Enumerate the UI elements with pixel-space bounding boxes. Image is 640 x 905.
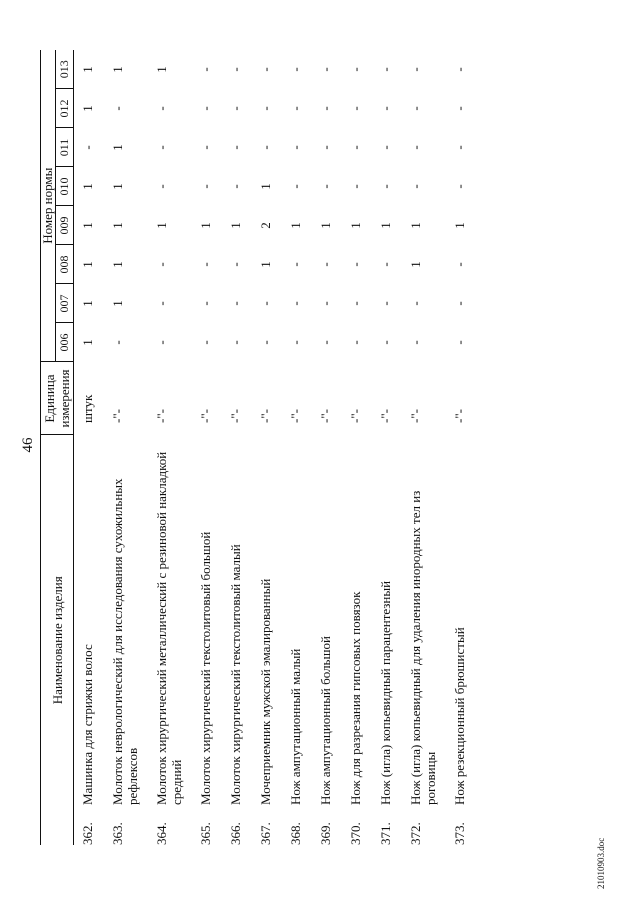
- table-row: [282, 50, 312, 845]
- header-norm-010: 010: [56, 167, 74, 206]
- norm-value: -: [317, 67, 333, 72]
- norm-value: -: [153, 340, 169, 345]
- norm-value: 1: [197, 222, 213, 229]
- item-unit: -"-: [347, 409, 363, 423]
- table-row: [74, 50, 104, 845]
- norm-value: 1: [80, 300, 95, 307]
- norm-value: -: [347, 262, 363, 267]
- norm-value: 1: [257, 261, 273, 268]
- item-number: 373.: [451, 822, 467, 845]
- norm-value: -: [153, 301, 169, 306]
- item-number: 363.: [109, 822, 125, 845]
- item-name: Нож резекционный брюшистый: [451, 627, 467, 805]
- norm-value: -: [287, 340, 303, 345]
- item-cell: [446, 435, 476, 845]
- item-number: 369.: [317, 822, 333, 845]
- header-unit-line2: измерения: [57, 369, 72, 428]
- item-name: Нож (игла) копьевидный для удаления инородных тел из роговицы: [407, 490, 438, 805]
- item-unit: -"-: [451, 409, 467, 423]
- norm-value: 1: [80, 222, 95, 229]
- norm-value: -: [407, 301, 423, 306]
- item-number: 367.: [257, 822, 273, 845]
- norm-value: -: [227, 262, 243, 267]
- norm-value: -: [377, 106, 393, 111]
- norm-value: 1: [109, 144, 125, 151]
- item-cell: [372, 435, 402, 845]
- norm-value: -: [153, 106, 169, 111]
- norm-value: -: [227, 184, 243, 189]
- header-norm-013: 013: [56, 50, 74, 89]
- norm-value: -: [451, 106, 467, 111]
- norm-value: 1: [109, 183, 125, 190]
- norm-value: 1: [80, 339, 95, 346]
- norm-value: 1: [451, 222, 467, 229]
- norm-value: -: [227, 67, 243, 72]
- item-unit: -"-: [257, 409, 273, 423]
- norm-value: -: [377, 301, 393, 306]
- table-row: [446, 50, 476, 845]
- norm-value: 1: [109, 66, 125, 73]
- header-norm-006: 006: [56, 323, 74, 362]
- item-number: 362.: [80, 822, 95, 845]
- norm-value: -: [257, 301, 273, 306]
- norm-value: -: [197, 340, 213, 345]
- item-name: Молоток неврологический для исследования сухожильных рефлексов: [109, 478, 140, 805]
- item-cell: [104, 435, 148, 845]
- item-name: Молоток хирургический металлический с резиновой накладкой средний: [153, 451, 184, 805]
- norm-value: -: [153, 262, 169, 267]
- norm-value: -: [377, 145, 393, 150]
- norm-value: 1: [317, 222, 333, 229]
- item-cell: [222, 435, 252, 845]
- item-cell: [312, 435, 342, 845]
- norm-value: 1: [407, 261, 423, 268]
- norm-value: -: [153, 184, 169, 189]
- footer-filename: 21010903.doc: [596, 837, 606, 889]
- item-number: 368.: [287, 822, 303, 845]
- norm-value: -: [451, 145, 467, 150]
- norm-value: 1: [377, 222, 393, 229]
- item-cell: [74, 435, 104, 845]
- item-name: Нож ампутационный малый: [287, 648, 303, 805]
- norm-value: 1: [80, 66, 95, 73]
- header-norm-group: Номер нормы: [41, 50, 56, 362]
- norm-value: 2: [257, 222, 273, 229]
- table-row: [402, 50, 446, 845]
- norm-value: -: [197, 301, 213, 306]
- norm-value: -: [347, 184, 363, 189]
- item-cell: [252, 435, 282, 845]
- item-unit: -"-: [377, 409, 393, 423]
- item-number: 364.: [153, 822, 169, 845]
- norm-value: -: [317, 262, 333, 267]
- header-norm-011: 011: [56, 128, 74, 167]
- item-unit: -"-: [287, 409, 303, 423]
- item-name: Нож (игла) копьевидный парацентезный: [377, 580, 393, 805]
- norm-value: -: [407, 67, 423, 72]
- item-unit: штук: [80, 394, 95, 423]
- norm-value: 1: [287, 222, 303, 229]
- item-unit: -"-: [227, 409, 243, 423]
- norm-value: -: [347, 106, 363, 111]
- norm-value: -: [287, 184, 303, 189]
- item-unit: -"-: [109, 409, 125, 423]
- equipment-table: [40, 50, 476, 845]
- norm-value: 1: [109, 222, 125, 229]
- header-norm-007: 007: [56, 284, 74, 323]
- norm-value: -: [287, 145, 303, 150]
- norm-value: -: [109, 106, 125, 111]
- norm-value: -: [227, 340, 243, 345]
- page-number: 46: [20, 437, 36, 453]
- item-unit: -"-: [197, 409, 213, 423]
- norm-value: -: [197, 262, 213, 267]
- item-number: 370.: [347, 822, 363, 845]
- norm-value: -: [197, 106, 213, 111]
- header-norm-008: 008: [56, 245, 74, 284]
- norm-value: -: [347, 145, 363, 150]
- item-name: Мочеприемник мужской эмалированный: [257, 578, 273, 805]
- norm-value: -: [287, 301, 303, 306]
- norm-value: 1: [227, 222, 243, 229]
- norm-value: -: [287, 262, 303, 267]
- table-row: [252, 50, 282, 845]
- item-number: 366.: [227, 822, 243, 845]
- header-unit: [41, 362, 74, 435]
- norm-value: -: [317, 145, 333, 150]
- norm-value: -: [80, 145, 95, 150]
- table-body: [74, 50, 476, 845]
- norm-value: -: [257, 145, 273, 150]
- norm-value: 1: [80, 261, 95, 268]
- norm-value: 1: [153, 66, 169, 73]
- norm-value: -: [377, 67, 393, 72]
- norm-value: -: [287, 106, 303, 111]
- header-norm-012: 012: [56, 89, 74, 128]
- norm-value: -: [317, 106, 333, 111]
- norm-value: -: [317, 184, 333, 189]
- item-name: Нож ампутационный большой: [317, 636, 333, 805]
- norm-value: -: [407, 184, 423, 189]
- norm-value: -: [109, 340, 125, 345]
- table-row: [372, 50, 402, 845]
- norm-value: -: [257, 106, 273, 111]
- item-unit: -"-: [153, 409, 169, 423]
- norm-value: -: [257, 67, 273, 72]
- norm-value: -: [287, 67, 303, 72]
- norm-value: -: [451, 262, 467, 267]
- item-number: 365.: [197, 822, 213, 845]
- table-row: [148, 50, 192, 845]
- item-number: 372.: [407, 822, 423, 845]
- item-cell: [402, 435, 446, 845]
- norm-value: -: [377, 184, 393, 189]
- norm-value: -: [153, 145, 169, 150]
- header-unit-line1: Единица: [42, 374, 57, 423]
- norm-value: 1: [109, 261, 125, 268]
- norm-value: -: [451, 340, 467, 345]
- norm-value: -: [377, 262, 393, 267]
- item-unit: -"-: [407, 409, 423, 423]
- norm-value: 1: [257, 183, 273, 190]
- norm-value: -: [347, 301, 363, 306]
- table-row: [104, 50, 148, 845]
- norm-value: 1: [407, 222, 423, 229]
- table-header: [41, 50, 74, 845]
- norm-value: -: [407, 340, 423, 345]
- table-row: [222, 50, 252, 845]
- norm-value: -: [347, 67, 363, 72]
- header-item-name: Наименование изделия: [41, 435, 74, 845]
- table-row: [192, 50, 222, 845]
- item-unit: -"-: [317, 409, 333, 423]
- norm-value: 1: [153, 222, 169, 229]
- norm-value: -: [317, 340, 333, 345]
- item-name: Молоток хирургический текстолитовый большой: [197, 531, 213, 805]
- item-name: Машинка для стрижки волос: [80, 644, 95, 805]
- norm-value: -: [227, 301, 243, 306]
- norm-value: -: [377, 340, 393, 345]
- item-name: Нож для разрезания гипсовых повязок: [347, 591, 363, 805]
- norm-value: -: [197, 184, 213, 189]
- norm-value: -: [257, 340, 273, 345]
- norm-value: -: [407, 145, 423, 150]
- norm-value: -: [451, 184, 467, 189]
- norm-value: 1: [80, 183, 95, 190]
- norm-value: -: [451, 67, 467, 72]
- item-number: 371.: [377, 822, 393, 845]
- norm-value: -: [451, 301, 467, 306]
- item-name: Молоток хирургический текстолитовый малый: [227, 544, 243, 805]
- norm-value: -: [407, 106, 423, 111]
- item-cell: [148, 435, 192, 845]
- norm-value: 1: [109, 300, 125, 307]
- norm-value: -: [197, 145, 213, 150]
- table-row: [312, 50, 342, 845]
- header-norm-009: 009: [56, 206, 74, 245]
- norm-value: -: [227, 106, 243, 111]
- norm-value: 1: [80, 105, 95, 112]
- table-row: [342, 50, 372, 845]
- item-cell: [342, 435, 372, 845]
- item-cell: [192, 435, 222, 845]
- norm-value: -: [317, 301, 333, 306]
- norm-value: -: [197, 67, 213, 72]
- norm-value: -: [227, 145, 243, 150]
- item-cell: [282, 435, 312, 845]
- norm-value: 1: [347, 222, 363, 229]
- norm-value: -: [347, 340, 363, 345]
